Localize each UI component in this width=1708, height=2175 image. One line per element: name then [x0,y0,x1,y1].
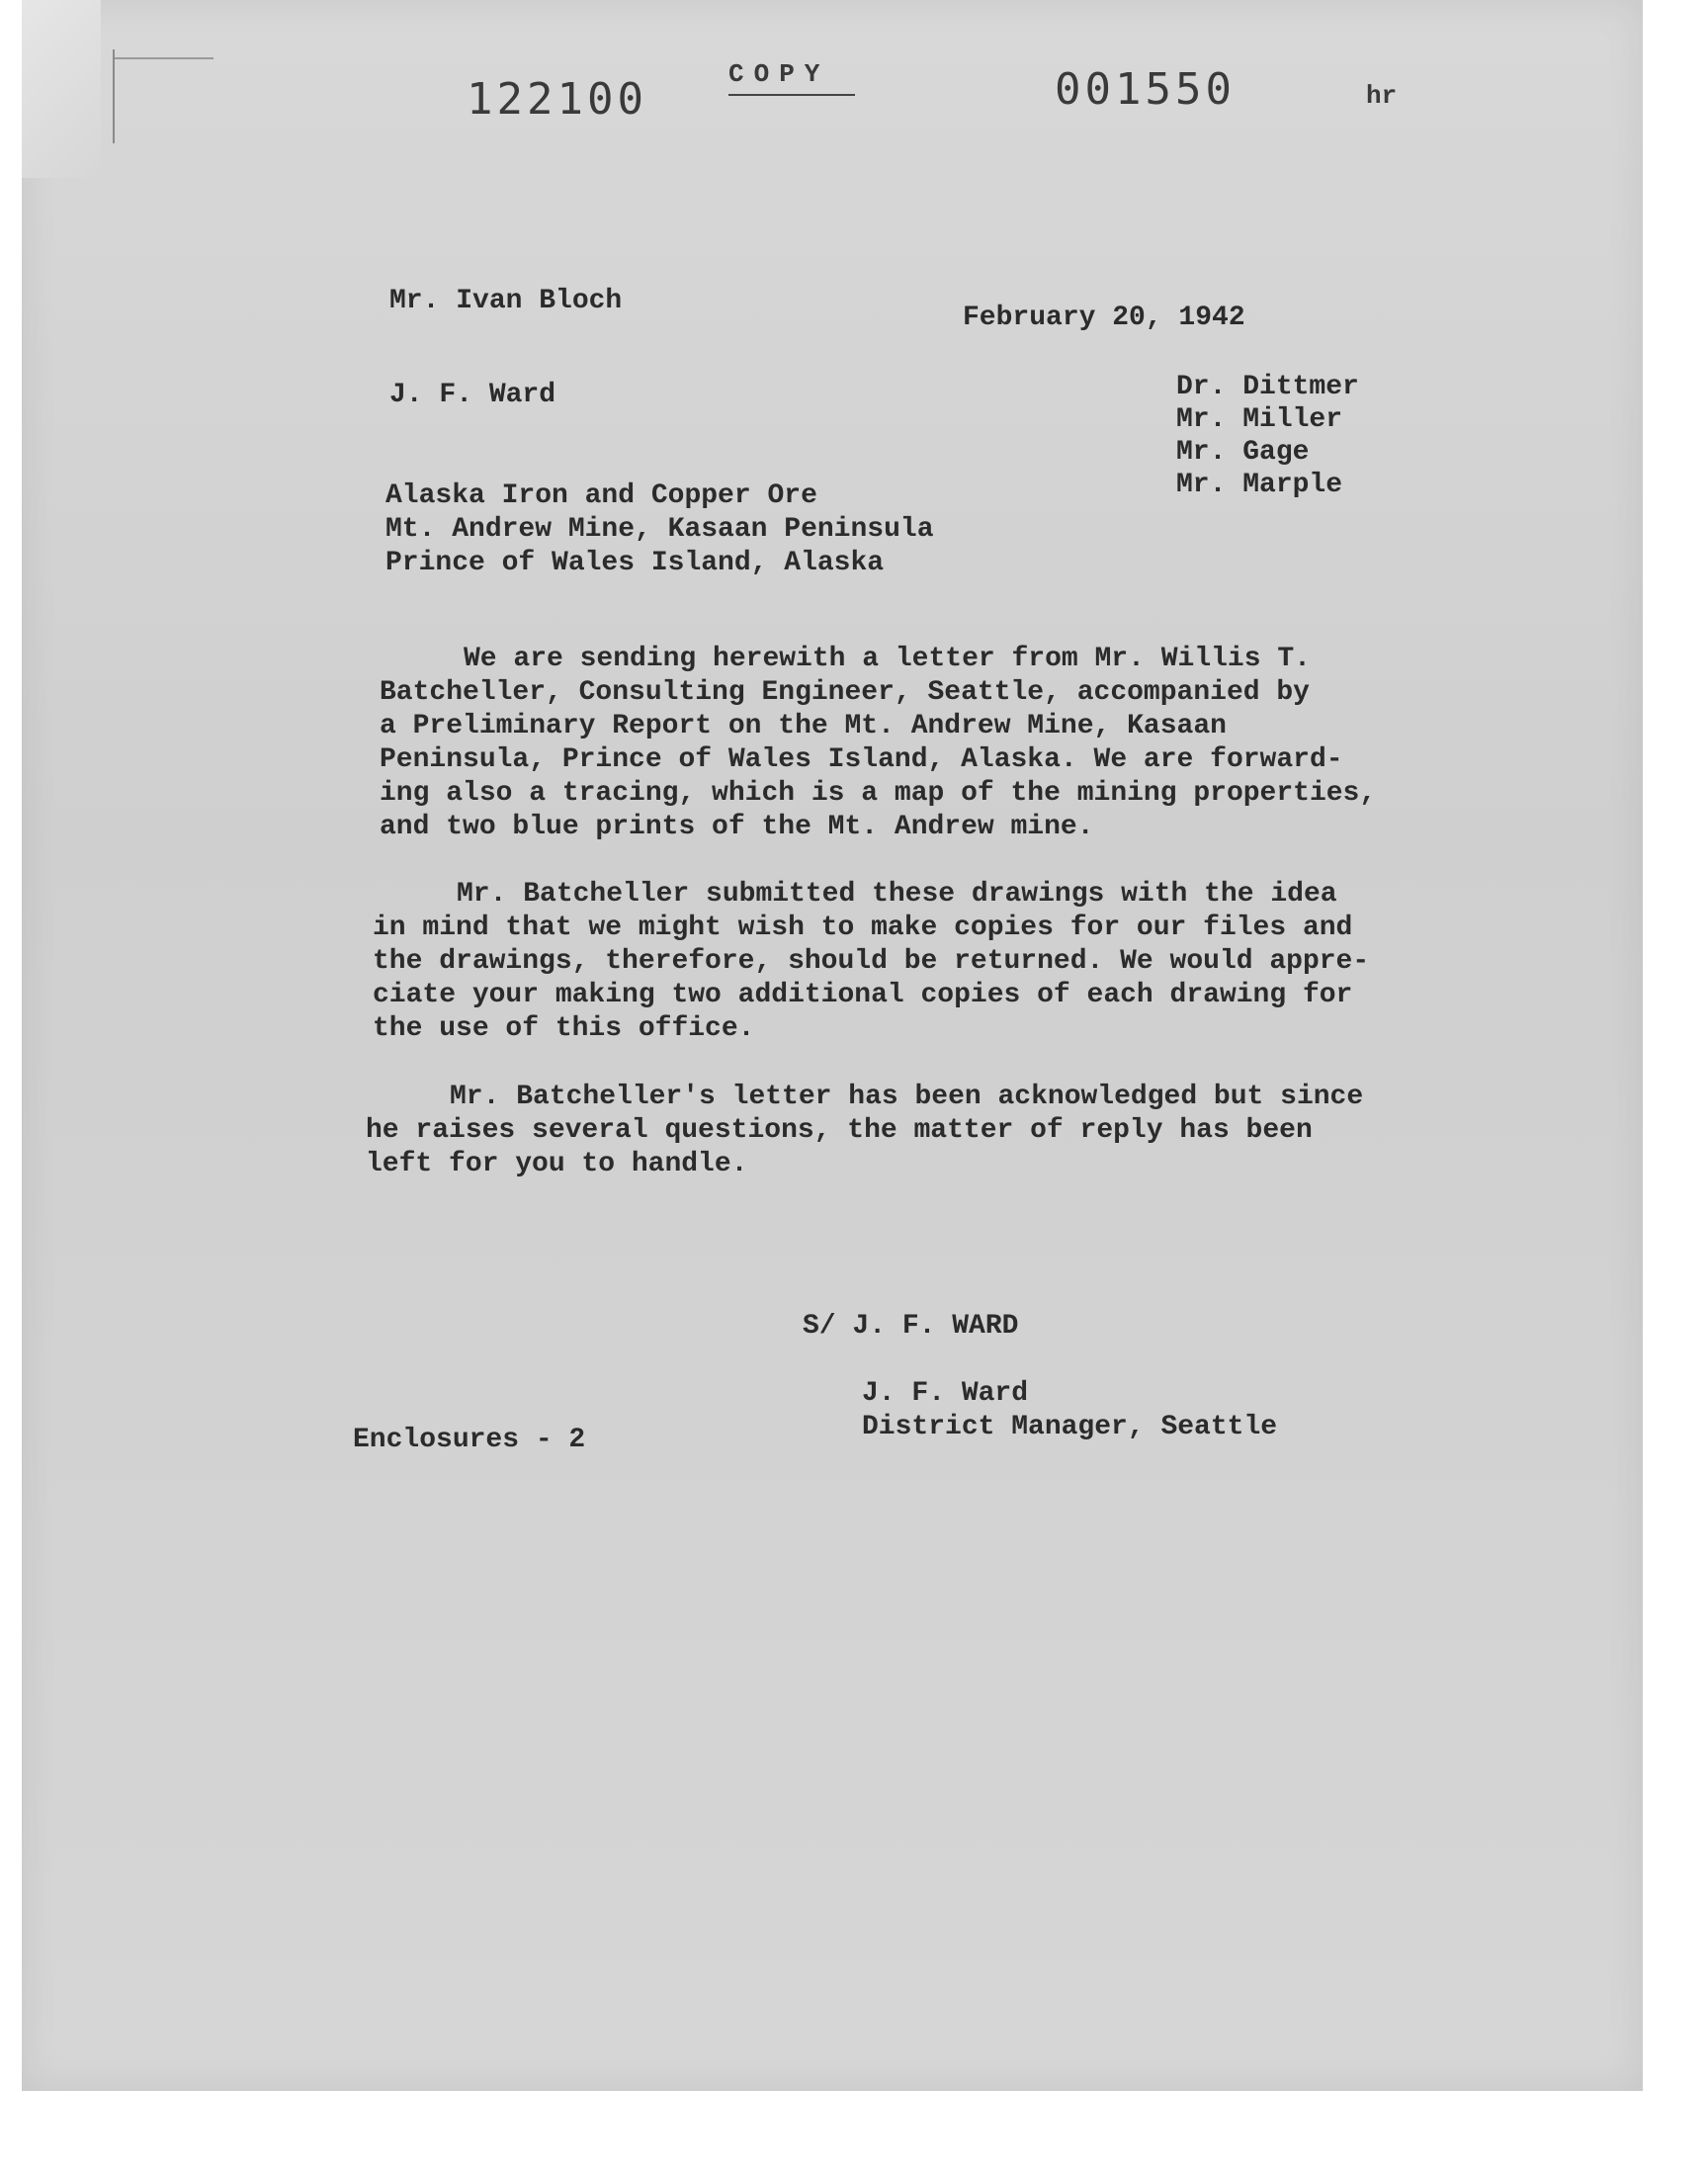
paragraph-line: Batcheller, Consulting Engineer, Seattle, accompanied by [380,677,1310,708]
body-paragraph-3 [366,1081,1363,1181]
cc-recipient: Mr. Marple [1176,470,1343,500]
paragraph-line: the drawings, therefore, should be returned. We would appre- [373,946,1370,977]
subject-line: Mt. Andrew Mine, Kasaan Peninsula [385,514,934,545]
paragraph-line: left for you to handle. [366,1149,748,1179]
file-number-left: 122100 [467,74,647,125]
signer-title: District Manager, Seattle [862,1412,1278,1442]
paragraph-line: ing also a tracing, which is a map of the mining properties, [380,778,1377,809]
paragraph-line: Mr. Batcheller's letter has been acknowledged but since [450,1082,1364,1112]
paragraph-line: and two blue prints of the Mt. Andrew mine. [380,812,1094,842]
memo-to: Mr. Ivan Bloch [389,286,623,316]
staple-mark-horizontal [115,57,214,59]
paragraph-line: the use of this office. [373,1013,755,1044]
staple-mark [113,49,115,143]
cc-recipient: Mr. Gage [1176,437,1310,468]
subject-line: Alaska Iron and Copper Ore [385,480,817,511]
paragraph-line: We are sending herewith a letter from Mr. Willis T. [464,644,1311,674]
paragraph-line: a Preliminary Report on the Mt. Andrew Mine, Kasaan [380,711,1227,741]
body-paragraph-2 [373,878,1369,1046]
signature-line: S/ J. F. WARD [803,1311,1019,1342]
enclosures-note: Enclosures - 2 [353,1425,586,1455]
body-paragraph-1 [380,643,1376,844]
memo-date: February 20, 1942 [963,303,1245,333]
paragraph-line: Mr. Batcheller submitted these drawings with the idea [457,879,1337,910]
paragraph-line: ciate your making two additional copies of each drawing for [373,980,1353,1010]
paragraph-line: Peninsula, Prince of Wales Island, Alaska. We are forward- [380,744,1343,775]
document-page [22,0,1643,2091]
memo-from: J. F. Ward [389,380,556,410]
typist-initials: hr [1366,81,1398,111]
file-number-right: 001550 [1055,64,1236,115]
cc-recipient: Mr. Miller [1176,404,1343,435]
paragraph-line: he raises several questions, the matter of reply has been [366,1115,1313,1146]
subject-line: Prince of Wales Island, Alaska [385,548,885,578]
folded-corner [22,0,101,178]
cc-recipient: Dr. Dittmer [1176,372,1359,402]
paragraph-line: in mind that we might wish to make copies for our files and [373,913,1353,943]
signer-name: J. F. Ward [862,1378,1029,1409]
copy-underline [728,94,855,96]
copy-label: COPY [728,59,830,89]
